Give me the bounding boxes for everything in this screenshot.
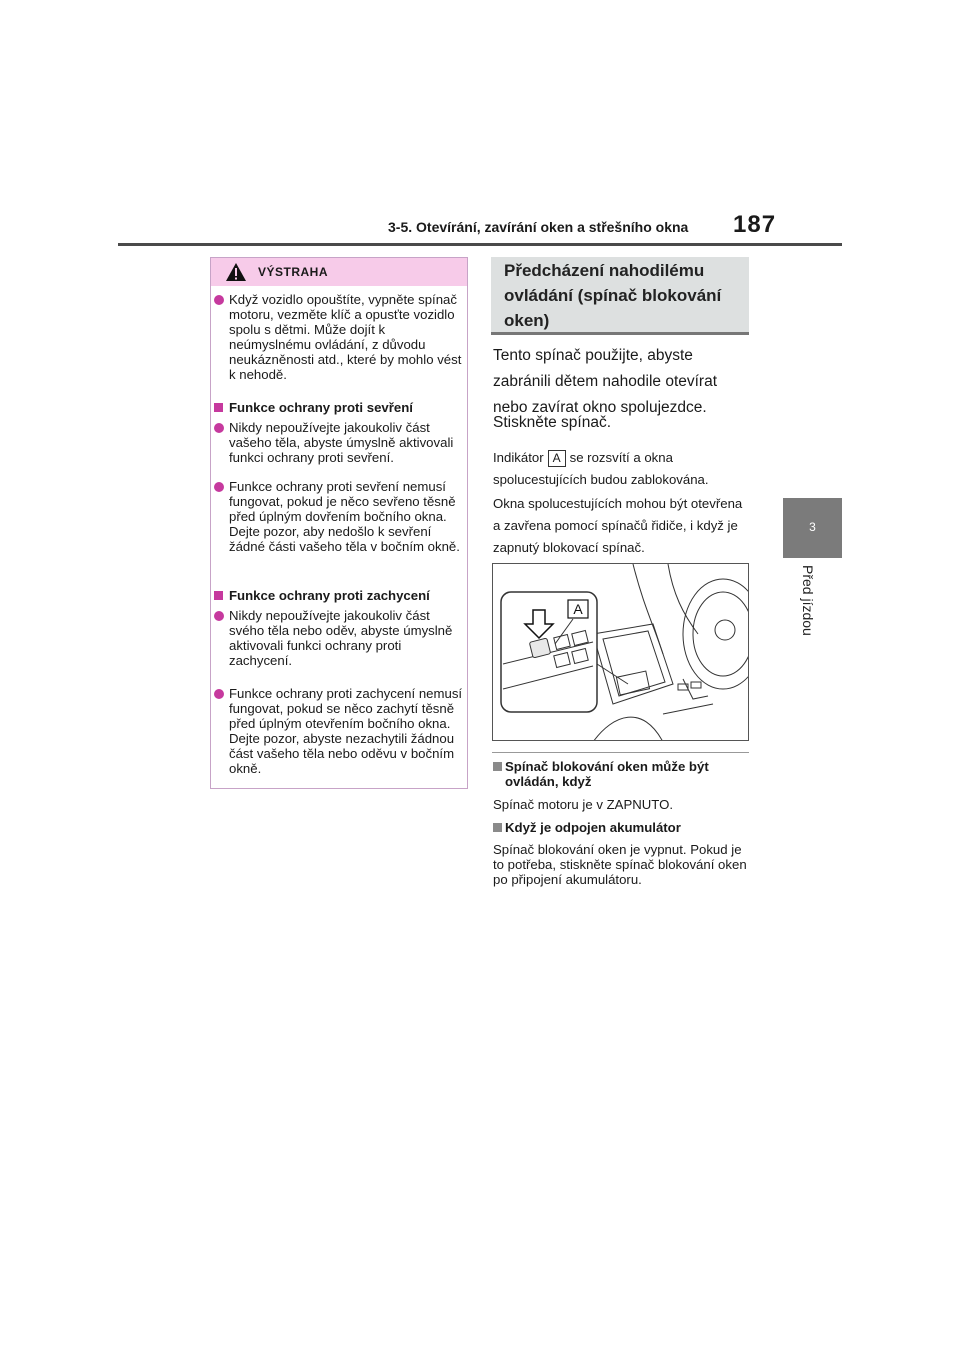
square-bullet-icon — [493, 762, 502, 771]
warning-section-title: Funkce ochrany proti sevření — [229, 400, 413, 415]
warning-title: VÝSTRAHA — [258, 265, 329, 279]
warning-bullet: Nikdy nepoužívejte jakoukoliv část vašeho těla, abyste úmyslně aktivovali funkci ochrany proti sevření. — [229, 420, 454, 465]
divider — [492, 752, 749, 753]
indicator-text-pre: Indikátor — [493, 450, 544, 465]
indicator-paragraph — [493, 447, 749, 491]
bullet-icon — [214, 295, 224, 305]
bullet-icon — [214, 689, 224, 699]
window-lock-switch-illustration — [492, 563, 749, 741]
bullet-icon — [214, 423, 224, 433]
warning-header — [211, 258, 467, 286]
warning-bullet: Nikdy nepoužívejte jakoukoliv část svého těla nebo oděv, abyste úmyslně aktivovali funkci ochrany proti zachycení. — [229, 608, 453, 668]
note-text: Spínač motoru je v ZAPNUTO. — [493, 797, 674, 812]
warning-intro: Když vozidlo opouštíte, vypněte spínač motoru, vezměte klíč a opusťte vozidlo spolu s dětmi. Může dojít k neúmyslnému ovládání, z důvodu neukázněnosti atd., které by mohlo vést k nehodě. — [229, 292, 462, 382]
chapter-title: Před jízdou — [800, 565, 816, 636]
section-heading: 3-5. Otevírání, zavírání oken a střešního okna — [388, 219, 689, 235]
chapter-number: 3 — [809, 520, 816, 534]
figure-callout-label: A — [573, 601, 583, 617]
header-divider — [118, 243, 842, 246]
note-title: Spínač blokování oken může být ovládán, když — [505, 759, 709, 789]
note-title: Když je odpojen akumulátor — [505, 820, 681, 835]
square-bullet-icon — [214, 403, 223, 412]
warning-triangle-icon — [225, 262, 247, 287]
page-number: 187 — [733, 211, 777, 238]
bullet-icon — [214, 611, 224, 621]
indicator-text-post: se rozsvítí a okna spolucestujících budou zablokována. — [493, 450, 709, 487]
note-text: Spínač blokování oken je vypnut. Pokud je to potřeba, stiskněte spínač blokování oken po připojení akumulátoru. — [493, 842, 747, 887]
indicator-callout: A — [548, 450, 566, 467]
square-bullet-icon — [214, 591, 223, 600]
info-paragraph: Okna spolucestujících mohou být otevřena a zavřena pomocí spínačů řidiče, i když je zapnutý blokovací spínač. — [493, 496, 743, 555]
instruction-paragraph: Stiskněte spínač. — [493, 414, 612, 431]
warning-section-title: Funkce ochrany proti zachycení — [229, 588, 430, 603]
square-bullet-icon — [493, 823, 502, 832]
bullet-icon — [214, 482, 224, 492]
warning-bullet: Funkce ochrany proti sevření nemusí fungovat, pokud je něco sevřeno těsně před úplným dovřením bočního okna. Dejte pozor, aby nedošlo k sevření žádné části vašeho těla v bočním okně. — [229, 479, 460, 554]
warning-bullet: Funkce ochrany proti zachycení nemusí fungovat, pokud se něco zachytí těsně před úplným otevřením bočního okna. Dejte pozor, abyste nezachytili žádnou část vašeho těla nebo oděvu v bočním okně. — [229, 686, 463, 776]
intro-paragraph: Tento spínač použijte, abyste zabránili dětem nahodile otevírat nebo zavírat okno spolujezdce. — [493, 347, 718, 416]
section-title: Předcházení nahodilému ovládání (spínač blokování oken) — [504, 261, 722, 330]
